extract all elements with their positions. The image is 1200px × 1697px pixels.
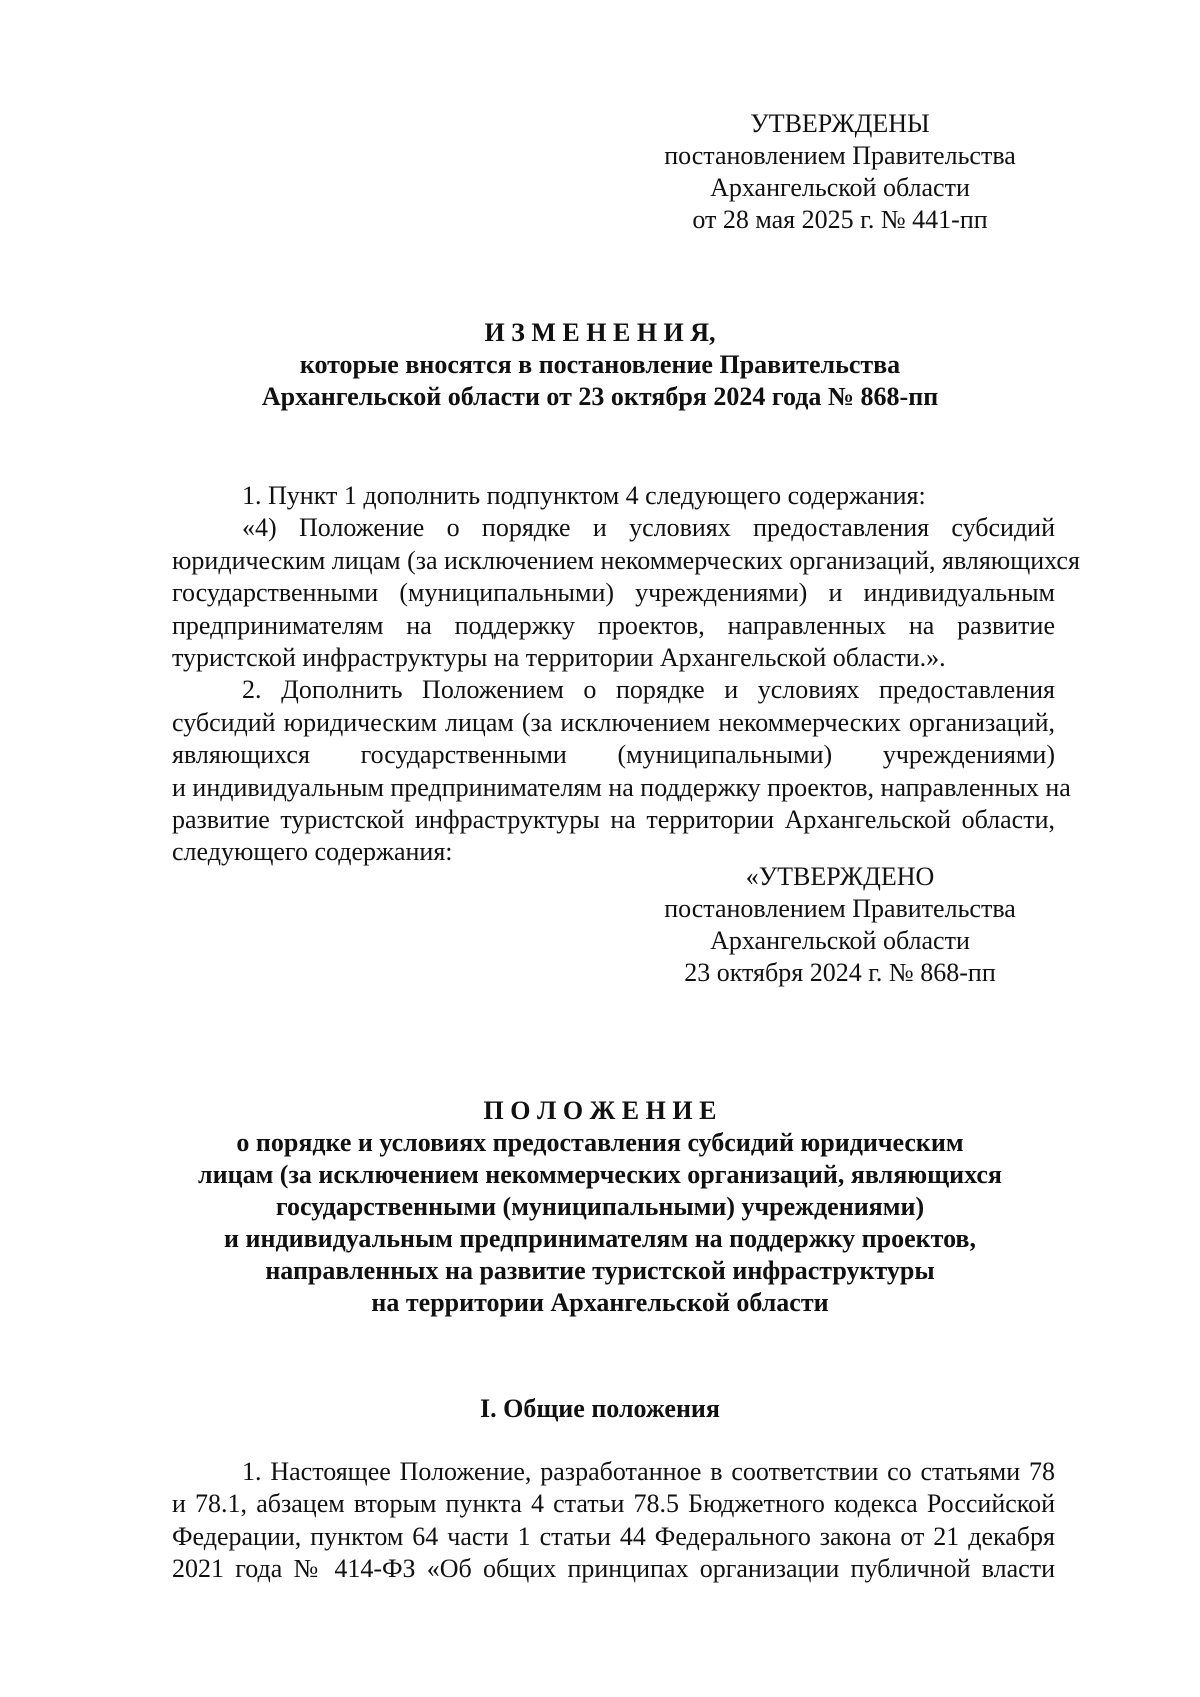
changes-body [172, 480, 1080, 869]
paragraph-line: 2021 года № 414-ФЗ «Об общих принципах организации публичной власти [172, 1554, 1055, 1584]
regulation-title-line: направленных на развитие туристской инфраструктуры [265, 1256, 935, 1285]
approval-line: постановлением Правительства [664, 141, 1016, 170]
approval-line: от 28 мая 2025 г. № 441-пп [692, 205, 988, 234]
paragraph-line: государственными (муниципальными) учреждениями) и индивидуальным [172, 578, 1055, 608]
approval-line: Архангельской области [710, 926, 970, 955]
changes-title-line: которые вносятся в постановление Правительства [299, 350, 901, 379]
regulation-title-line: государственными (муниципальными) учреждениями) [275, 1192, 925, 1221]
changes-title-line: Архангельской области от 23 октября 2024 года № 868-пп [261, 382, 939, 411]
approval-line: «УТВЕРЖДЕНО [745, 862, 935, 891]
regulation-title-line: на территории Архангельской области [371, 1288, 829, 1317]
paragraph-line: 1. Настоящее Положение, разработанное в соответствии со статьями 78 [242, 1457, 1055, 1486]
approval-line: УТВЕРЖДЕНЫ [750, 109, 930, 138]
regulation-title [150, 1095, 1050, 1319]
section-heading [150, 1393, 1050, 1425]
approval-line: постановлением Правительства [664, 894, 1016, 923]
section-heading-text: I. Общие положения [480, 1394, 720, 1423]
paragraph-line: 2. Дополнить Положением о порядке и условиях предоставления [242, 675, 1055, 705]
regulation-title-line: и индивидуальным предпринимателям на поддержку проектов, [224, 1224, 976, 1253]
approval-line: Архангельской области [710, 173, 970, 202]
paragraph-line: субсидий юридическим лицам (за исключением некоммерческих организаций, [172, 707, 1055, 737]
regulation-title-line: лицам (за исключением некоммерческих организаций, являющихся [198, 1160, 1002, 1189]
paragraph-line: и 78.1, абзацем вторым пункта 4 статьи 78.5 Бюджетного кодекса Российской [172, 1489, 1055, 1519]
section-1-body [172, 1456, 1055, 1586]
paragraph-line: юридическим лицам (за исключением некоммерческих организаций, являющихся [172, 545, 1080, 575]
regulation-title-line: о порядке и условиях предоставления субсидий юридическим [236, 1128, 964, 1157]
approval-stamp-regulation [660, 861, 1020, 989]
approval-line: 23 октября 2024 г. № 868-пп [684, 958, 996, 987]
paragraph-line: развитие туристской инфраструктуры на территории Архангельской области, [172, 805, 1055, 835]
changes-title [150, 317, 1050, 413]
regulation-heading: П О Л О Ж Е Н И Е [483, 1096, 717, 1125]
paragraph-line: и индивидуальным предпринимателям на поддержку проектов, направленных на [172, 772, 1071, 802]
paragraph-line: 1. Пункт 1 дополнить подпунктом 4 следующего содержания: [242, 481, 926, 510]
paragraph-line: Федерации, пунктом 64 части 1 статьи 44 Федерального закона от 21 декабря [172, 1521, 1055, 1551]
paragraph-line: следующего содержания: [172, 837, 453, 867]
paragraph-line: являющихся государственными (муниципальными) учреждениями) [172, 740, 1055, 770]
paragraph-line: «4) Положение о порядке и условиях предоставления субсидий [242, 513, 1055, 543]
changes-heading: И З М Е Н Е Н И Я, [484, 318, 716, 347]
paragraph-line: туристской инфраструктуры на территории Архангельской области.». [172, 643, 946, 673]
approval-stamp-top [660, 108, 1020, 236]
paragraph-line: предпринимателям на поддержку проектов, направленных на развитие [172, 610, 1055, 640]
